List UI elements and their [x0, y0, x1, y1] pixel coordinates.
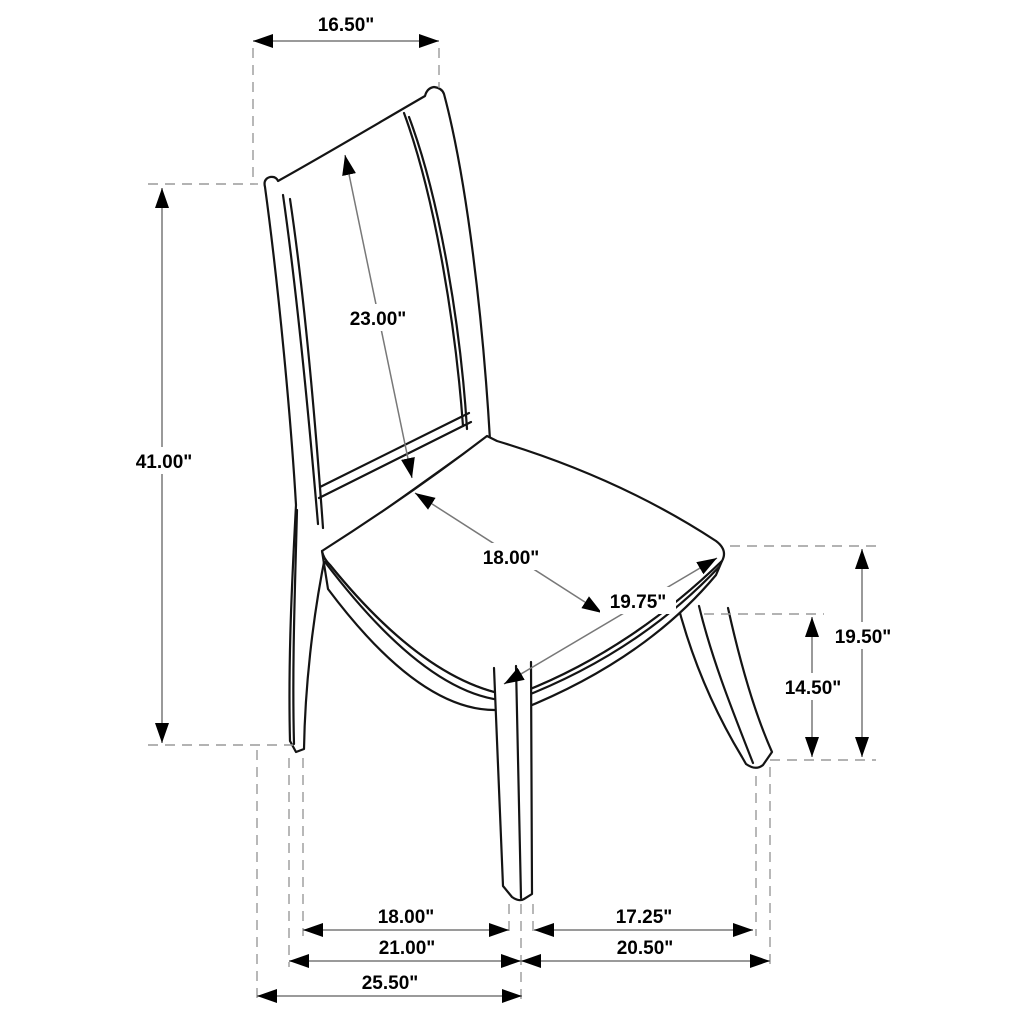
rear-right-leg: [676, 598, 772, 768]
label-right-outer: 19.50": [834, 627, 892, 648]
label-seat-width: 19.75": [609, 592, 667, 613]
label-bottom-left-inner: 18.00": [377, 907, 435, 928]
label-bottom-left-mid: 21.00": [378, 938, 436, 959]
chair-illustration: [265, 87, 772, 900]
label-top-width: 16.50": [317, 15, 375, 36]
label-back-diagonal: 23.00": [349, 309, 407, 330]
label-bottom-right-inner: 17.25": [615, 907, 673, 928]
label-bottom-left-outer: 25.50": [361, 973, 419, 994]
label-seat-depth: 18.00": [482, 548, 540, 569]
label-right-inner: 14.50": [784, 678, 842, 699]
label-left-height: 41.00": [135, 452, 193, 473]
label-bottom-right-mid: 20.50": [616, 938, 674, 959]
